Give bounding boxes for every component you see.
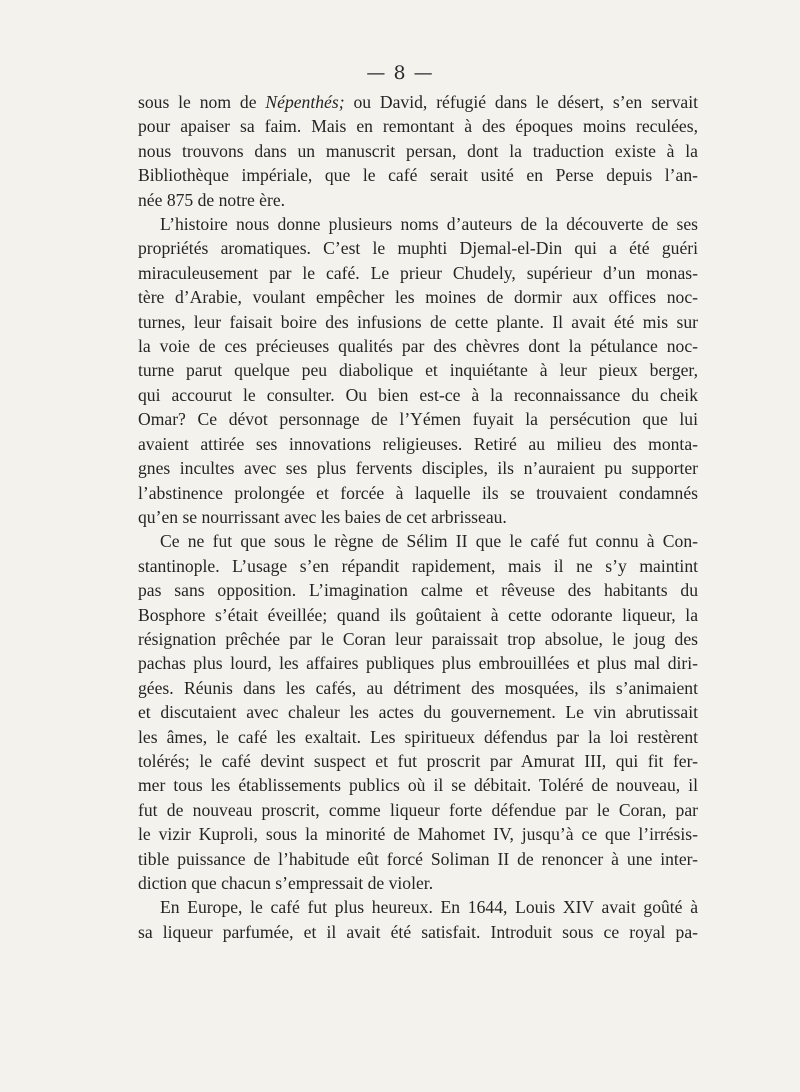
text-line: Ce ne fut que sous le règne de Sélim II que le café fut connu à Con- xyxy=(160,531,698,552)
text-line: Omar? Ce dévot personnage de l’Yémen fuyait la persécution que lui xyxy=(138,409,698,430)
text-line: sous le nom de Népenthés; ou David, réfugié dans le désert, s’en servait xyxy=(138,92,698,112)
text-line: tible puissance de l’habitude eût forcé Soliman II de renoncer à une inter- xyxy=(138,848,698,869)
paragraph xyxy=(138,529,698,895)
text-line: la voie de ces précieuses qualités par des chèvres dont la pétulance noc- xyxy=(138,336,698,357)
text-line: nous trouvons dans un manuscrit persan, dont la traduction existe à la xyxy=(138,140,698,161)
text-line: le vizir Kuproli, sous la minorité de Mahomet IV, jusqu’à ce que l’irrésis- xyxy=(138,824,698,845)
text-line: les âmes, le café les exaltait. Les spiritueux défendus par la loi restèrent xyxy=(138,726,698,747)
paragraph xyxy=(138,212,698,529)
body-text xyxy=(138,90,698,944)
text-line: avaient attirée ses innovations religieuses. Retiré au milieu des monta- xyxy=(138,433,698,454)
text-line: stantinople. L’usage s’en répandit rapidement, mais il ne s’y maintint xyxy=(138,555,698,576)
paragraph xyxy=(138,895,698,944)
text-line: et discutaient avec chaleur les actes du gouvernement. Le vin abrutissait xyxy=(138,702,698,723)
text-line: qu’en se nourrissant avec les baies de cet arbrisseau. xyxy=(138,506,507,527)
text-line: résignation prêchée par le Coran leur paraissait trop absolue, le joug des xyxy=(138,628,698,649)
text-line: pas sans opposition. L’imagination calme et rêveuse des habitants du xyxy=(138,580,698,601)
text-line: propriétés aromatiques. C’est le muphti Djemal-el-Din qui a été guéri xyxy=(138,238,698,259)
text-line: pachas plus lourd, les affaires publiques plus embrouillées et plus mal diri- xyxy=(138,653,698,674)
text-line: fut de nouveau proscrit, comme liqueur forte défendue par le Coran, par xyxy=(138,799,698,820)
text-line: pour apaiser sa faim. Mais en remontant à des époques moins reculées, xyxy=(138,116,698,137)
text-line: tolérés; le café devint suspect et fut proscrit par Amurat III, qui fit fer- xyxy=(138,750,698,771)
text-line: née 875 de notre ère. xyxy=(138,189,286,210)
text-line: mer tous les établissements publics où il se débitait. Toléré de nouveau, il xyxy=(138,775,698,796)
text-line: l’abstinence prolongée et forcée à laquelle ils se trouvaient condamnés xyxy=(138,482,698,503)
text-line: miraculeusement par le café. Le prieur Chudely, supérieur d’un monas- xyxy=(138,262,698,283)
text-line: turne parut quelque peu diabolique et inquiétante à leur pieux berger, xyxy=(138,360,698,381)
italic-term: Népenthés; xyxy=(265,92,345,112)
text-line: Bibliothèque impériale, que le café serait usité en Perse depuis l’an- xyxy=(138,165,698,186)
text-line: tère d’Arabie, voulant empêcher les moines de dormir aux offices noc- xyxy=(138,287,698,308)
text-line: gnes incultes avec ses plus fervents disciples, ils n’auraient pu supporter xyxy=(138,458,698,479)
text-line: turnes, leur faisait boire des infusions de cette plante. Il avait été mis sur xyxy=(138,311,698,332)
page-number: — 8 — xyxy=(366,62,434,84)
text-line: Bosphore s’était éveillée; quand ils goûtaient à cette odorante liqueur, la xyxy=(138,604,698,625)
text-line: L’histoire nous donne plusieurs noms d’auteurs de la découverte de ses xyxy=(160,214,698,235)
paragraph xyxy=(138,90,698,212)
text-line: En Europe, le café fut plus heureux. En 1644, Louis XIV avait goûté à xyxy=(160,897,698,918)
text-line: sa liqueur parfumée, et il avait été satisfait. Introduit sous ce royal pa- xyxy=(138,921,698,942)
text-line: qui accourut le consulter. Ou bien est-ce à la reconnaissance du cheik xyxy=(138,384,698,405)
text-line: gées. Réunis dans les cafés, au détriment des mosquées, ils s’animaient xyxy=(138,677,698,698)
text-line: diction que chacun s’empressait de violer. xyxy=(138,873,434,893)
